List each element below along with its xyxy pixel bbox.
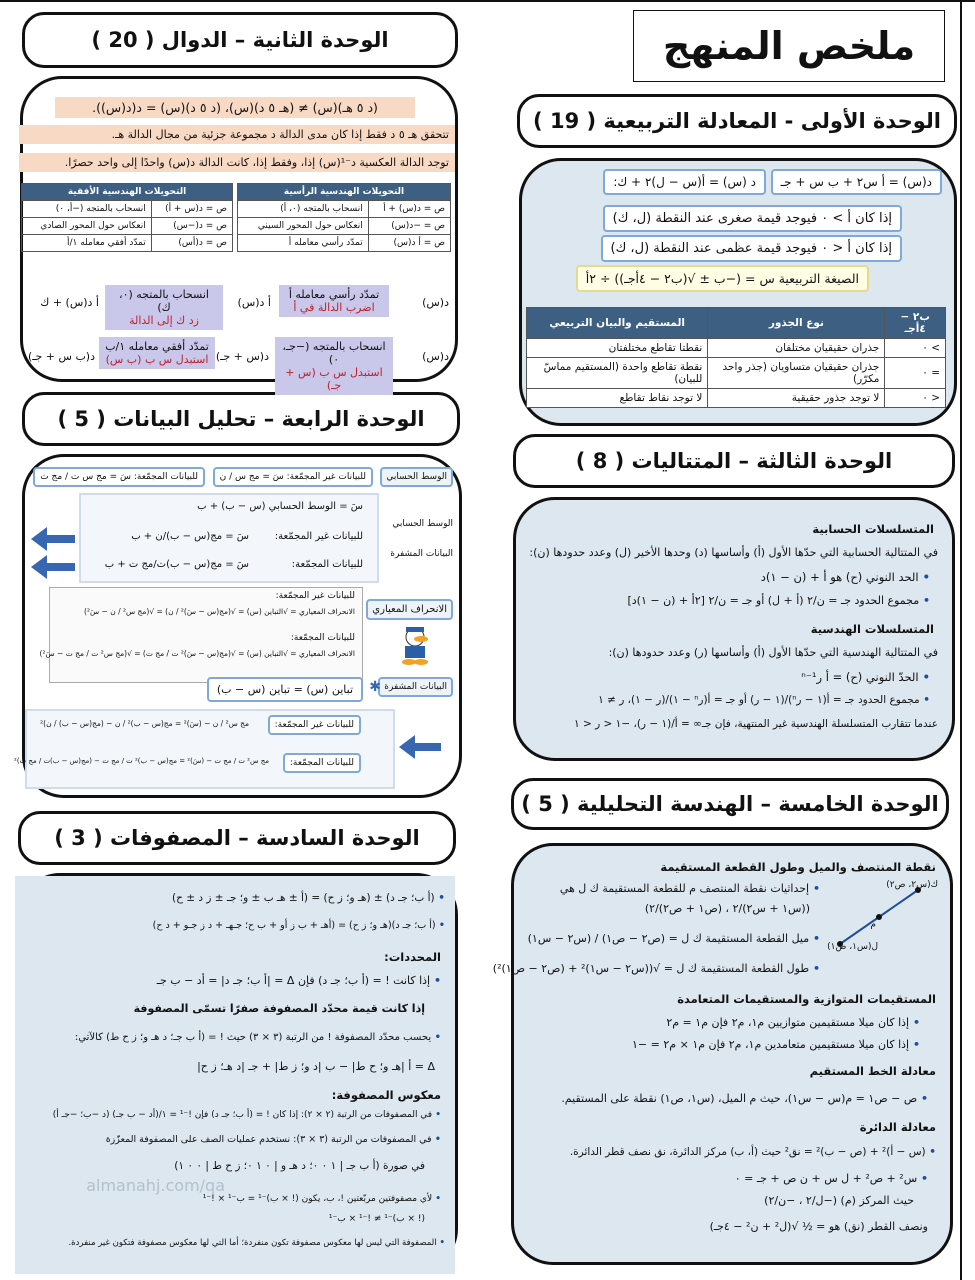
- singular-note: إذا كانت قيمة محدّد المصفوفة صفرًا تسمّى المصفوفة: [133, 1002, 425, 1015]
- table-header: ب٢ − ٤أجـ: [885, 308, 946, 339]
- quadratic-vertex-form: د (س) = أ(س − ل)٢ + ك:: [603, 169, 766, 195]
- unit6-title: الوحدة السادسة – المصفوفات ( 3 ): [18, 811, 456, 865]
- composition-domain-note: تتحقق هـ ٥ د فقط إذا كان مدى الدالة د مجموعة جزئية من مجال الدالة هـ.: [19, 125, 455, 144]
- chain1-mid: أ د(س): [237, 296, 271, 309]
- table-header: التحويلات الهندسية الأفقية: [22, 184, 233, 201]
- main-title: ملخص المنهج: [633, 10, 945, 82]
- determinants-heading: المحددات:: [384, 950, 441, 964]
- horizontal-transform-table: [21, 183, 233, 252]
- table-cell: جذران حقيقيان مختلفان: [708, 339, 885, 358]
- table-cell: ص = د(−س): [151, 218, 232, 235]
- unit2-panel: [20, 76, 458, 392]
- chain2-step1-sub: استبدل س ب (س + جـ): [285, 366, 383, 392]
- table-cell: تمدّد أفقي معامله ١/أ: [22, 235, 152, 252]
- mean-ungrouped: للبيانات غير المجمّعة: سَ = مج س / ن: [213, 467, 373, 487]
- var-grouped: مج س² ت / مج ت − (سَ)² = مج(س − ب)² ت / مج ت − (مج(س − ب)ت / مج ت)²: [14, 757, 269, 765]
- sd-ungrouped: الانحراف المعياري = √التباين (س) = √(مج(س − سَ)² / ن) = √(مج س² / ن − سَ²): [84, 607, 355, 616]
- unit5-title: الوحدة الخامسة – الهندسة التحليلية ( 5 ): [511, 778, 949, 830]
- sd-ungrouped-heading: للبيانات غير المجمّعة:: [275, 591, 355, 601]
- chain2-mid: د(س + جـ): [215, 350, 269, 363]
- chain1-step2-sub: زد ك إلى الدالة: [129, 314, 199, 327]
- chain2-end: د(ب س + جـ): [28, 350, 95, 363]
- coded-var: تباين (س) = تباين (س − ب): [207, 677, 363, 702]
- arrow-icon: [413, 743, 441, 751]
- unit1-panel: [519, 158, 957, 426]
- quadratic-max-rule: إذا كان أ < ٠ فيوجد قيمة عظمى عند النقطة (ل، ك): [601, 235, 902, 262]
- perpendicular-rule: • إذا كان ميلا مستقيمين متعامدين م١، م٢ فإن م١ × م٢ = −١: [632, 1038, 920, 1051]
- table-cell: ص = د(س + أ): [151, 201, 232, 218]
- table-row: [527, 358, 946, 389]
- table-header: المستقيم والبيان التربيعي: [527, 308, 708, 339]
- table-row: [22, 235, 233, 252]
- mean-grouped: للبيانات المجمّعة: سَ = مج س ت / مج ت: [33, 467, 205, 487]
- mean-label: الوسط الحسابي: [380, 467, 453, 487]
- inverse-property-2: (! × ب)⁻¹ ≠ !⁻¹ × ب⁻¹: [328, 1214, 425, 1224]
- table-cell: = ٠: [885, 358, 946, 389]
- parallel-rule: • إذا كان ميلا مستقيمين متوازيين م١، م٢ فإن م١ = م٢: [666, 1016, 920, 1029]
- point-k-label: ك(س٢، ص٢): [886, 880, 938, 890]
- coded-mean-label: الوسط الحسابي: [392, 519, 453, 529]
- midpoint-section-title: نقطة المنتصف والميل وطول القطعة المستقيمة: [660, 860, 936, 874]
- quadratic-formula: الصيغة التربيعية س = (−ب ± √(ب٢ − ٤أجـ)) ÷ ٢أ: [576, 265, 869, 292]
- table-header: التحويلات الهندسية الرأسية: [238, 184, 451, 201]
- geo-sum: • مجموع الحدود جـ = أ(١ − رⁿ)/(١ − ر) أو جـ = أ(رⁿ − ١)/(ر − ١)، ر ≠ ١: [598, 694, 930, 706]
- unit5-panel: [492, 843, 953, 1265]
- unit6-panel: [18, 873, 458, 1271]
- unit4-panel: [14, 454, 462, 798]
- matrix-add: • (أ ب؛ جـ د) ± (هـ و؛ ز ح) = (أ ± هـ ب ± و؛ جـ ± ز د ± ح): [172, 892, 445, 904]
- table-cell: نقطتا تقاطع مختلفتان: [527, 339, 708, 358]
- unit2-title: الوحدة الثانية – الدوال ( 20 ): [22, 12, 458, 68]
- geo-nth: • الحدّ النوني (ح) = أ رⁿ⁻¹: [801, 670, 930, 684]
- table-cell: نقطة تقاطع واحدة (المستقيم مماسّ للبيان): [527, 358, 708, 389]
- table-cell: انعكاس حول المحور السيني: [238, 218, 369, 235]
- table-cell: ص = أ د(س): [368, 235, 450, 252]
- coded-formula: سَ = الوسط الحسابي (س − ب) + ب: [197, 501, 363, 512]
- arith-nth: • الحد النوني (ح) هو أ + (ن − ١)د: [761, 570, 930, 584]
- quadratic-min-rule: إذا كان أ > ٠ فيوجد قيمة صغرى عند النقطة (ل، ك): [603, 205, 902, 232]
- chain2-step1: [275, 337, 393, 395]
- table-header: نوع الجذور: [708, 308, 885, 339]
- var-grouped-label: للبيانات المجمّعة:: [283, 753, 361, 773]
- mascot-icon: [397, 625, 433, 665]
- right-rule: [960, 0, 962, 1280]
- inverse-note: توجد الدالة العكسية د⁻¹(س) إذا، وفقط إذا، كانت الدالة د(س) واحدًا إلى واحد حصرًا.: [19, 153, 455, 172]
- chain1-step2: [105, 285, 223, 330]
- length-rule: • طول القطعة المستقيمة ك ل = √((س٢ − س١)² + (ص٢ − ص١)²): [493, 962, 820, 975]
- geo-infinite: عندما تتقارب المتسلسلة الهندسية غير المنتهية، فإن جـ∞ = أ/(١ − ر)، −١ < ر < ١: [574, 718, 938, 730]
- sd-grouped-heading: للبيانات المجمّعة:: [290, 633, 355, 643]
- geo-intro: في المتتالية الهندسية التي حدّها الأول (أ) وأساسها (ر) وعدد حدودها (ن):: [608, 646, 938, 659]
- det-2x2: • إذا كانت ! = (أ ب؛ جـ د) فإن Δ = |أ ب؛ جـ د| = أد − ب جـ: [157, 974, 441, 987]
- vertical-transform-table: [237, 183, 451, 252]
- chain1-end: أ د(س) + ك: [40, 296, 99, 309]
- table-row: [527, 389, 946, 408]
- discriminant-table: [526, 307, 946, 408]
- arith-sum: • مجموع الحدود جـ = ن/٢ (أ + ل) أو جـ = ن/٢ [٢أ + (ن − ١)د]: [627, 594, 930, 607]
- composition-rule: (د ٥ هـ)(س) ≠ (هـ ٥ د)(س)، (د ٥ د)(س) = د(د(س)).: [55, 97, 415, 118]
- unit1-title: الوحدة الأولى - المعادلة التربيعية ( 19 ): [517, 94, 957, 148]
- arith-intro: في المتتالية الحسابية التي حدّها الأول (أ) وأساسها (د) وحدها الأخير (ل) وعدد حدودها (ن):: [529, 546, 938, 559]
- table-cell: ص = −د(س): [368, 218, 450, 235]
- chain2-step2: [99, 337, 215, 369]
- det-3x3-intro: • يحسب محدّد المصفوفة ! من الرتبة (٣ × ٣) حيث ! = (أ ب جـ؛ د هـ و؛ ز ح ط) كالآتي:: [75, 1032, 441, 1043]
- table-cell: < ٠: [885, 389, 946, 408]
- quadratic-standard-form: د(س) = أ س٢ + ب س + جـ: [771, 169, 942, 195]
- circle-section-title: معادلة الدائرة: [859, 1120, 936, 1134]
- inverse-2x2: • في المصفوفات من الرتبة (٢ × ٢): إذا كان ! = (أ ب؛ جـ د) فإن !⁻¹ = ١/(أد − ب جـ) (د −ب؛ −جـ أ): [53, 1110, 441, 1120]
- chain2-step1-title: انسحاب بالمتجه (−جـ، ٠): [282, 340, 386, 366]
- table-cell: جذران حقيقيان متساويان (جذر واحد مكرّر): [708, 358, 885, 389]
- coded-grouped-label: للبيانات المجمّعة:: [291, 559, 363, 570]
- top-rule: [0, 0, 975, 2]
- var-ungrouped-label: للبيانات غير المجمّعة:: [268, 715, 361, 735]
- inverse-heading: معكوس المصفوفة:: [331, 1088, 441, 1102]
- coded-ungrouped: سَ = مج(س − ب)/ن + ب: [131, 531, 249, 542]
- midpoint-rule: • إحداثيات نقطة المنتصف م للقطعة المستقيمة ك ل هي: [560, 882, 820, 895]
- chain1-step2-title: انسحاب بالمتجه (٠، ك): [119, 288, 209, 314]
- unit3-panel: [513, 497, 955, 761]
- inverse-3x3: • في المصفوفات من الرتبة (٣ × ٣): نستخدم عمليات الصف على المصفوفة المعزّزة: [106, 1134, 441, 1145]
- table-row: [22, 218, 233, 235]
- table-cell: ص = د(أس): [151, 235, 232, 252]
- coded-grouped: سَ = مج(س − ب)ت/مج ت + ب: [104, 559, 249, 570]
- var-ungrouped: مج س² / ن − (سَ)² = مج(س − ب)² / ن − (مج(س − ب) / ن)²: [40, 719, 249, 728]
- table-cell: > ٠: [885, 339, 946, 358]
- inverse-property-1: • لأي مصفوفتين مربّعتين !، ب، يكون (! × ب)⁻¹ = ب⁻¹ × !⁻¹: [203, 1194, 441, 1204]
- table-row: [22, 201, 233, 218]
- table-row: [238, 201, 451, 218]
- table-cell: لا توجد نقاط تقاطع: [527, 389, 708, 408]
- circle-general: • س² + ص² + ل س + ن ص + جـ = ٠: [735, 1172, 928, 1185]
- singular-matrix-note: • المصفوفة التي ليس لها معكوس مصفوفة تكون منفردة؛ أما التي لها معكوس مصفوفة فتكون غير منفردة.: [68, 1238, 445, 1248]
- chain1-step1-title: تمدّد رأسي معامله أ: [288, 288, 380, 301]
- table-row: [238, 218, 451, 235]
- circle-center: حيث المركز (م) (−ل/٢ ، −ن/٢): [764, 1194, 914, 1207]
- arrow-icon: [45, 563, 75, 571]
- matrix-multiply: • (أ ب؛ جـ د)(هـ و؛ ز ح) = (أهـ + ب ز أو + ب ح؛ جـهـ + د ز جـو + د ح): [153, 920, 445, 931]
- coded-data-label: البيانات المشفرة: [390, 549, 453, 559]
- chain2-step2-title: تمدّد أفقي معامله ١/ب: [105, 340, 209, 353]
- table-cell: انسحاب بالمتجه (٠، أ): [238, 201, 369, 218]
- table-cell: انعكاس حول المحور الصادي: [22, 218, 152, 235]
- midpoint-value: ((س١ + س٢)/٢ ، (ص١ + ص٢)/٢): [644, 902, 810, 915]
- table-row: [527, 339, 946, 358]
- geo-title: المتسلسلات الهندسية: [810, 622, 934, 636]
- det-3x3: Δ = أ |هـ و؛ ح ط| − ب |د و؛ ز ط| + جـ |د هـ؛ ز ح|: [197, 1060, 435, 1073]
- chain2-step2-sub: استبدل س ب (ب س): [105, 353, 209, 366]
- table-cell: تمدّد رأسي معامله أ: [238, 235, 369, 252]
- chain1-start: د(س): [422, 296, 449, 309]
- coded-ungrouped-label: للبيانات غير المجمّعة:: [274, 531, 363, 542]
- slope-rule: • ميل القطعة المستقيمة ك ل = (ص٢ − ص١) / (س٢ − س١): [528, 932, 820, 945]
- arith-title: المتسلسلات الحسابية: [812, 522, 934, 536]
- star-icon: ✱: [369, 679, 381, 695]
- unit4-title: الوحدة الرابعة – تحليل البيانات ( 5 ): [22, 392, 460, 446]
- sd-grouped: الانحراف المعياري = √التباين (س) = √(مج(س − سَ)² ت / مج ت) = √(مج س² ت / مج ت − سَ²): [39, 649, 355, 658]
- point-m-label: م: [870, 920, 876, 930]
- table-row: [238, 235, 451, 252]
- point-l-label: ل(س١، ص١): [827, 942, 878, 952]
- circle-radius: ونصف القطر (نق) هو = ½ √(ل² + ن² − ٤جـ): [709, 1220, 928, 1233]
- arrow-icon: [45, 535, 75, 543]
- table-cell: لا توجد جذور حقيقية: [708, 389, 885, 408]
- table-cell: انسحاب بالمتجه (−أ، ٠): [22, 201, 152, 218]
- unit3-title: الوحدة الثالثة – المتتاليات ( 8 ): [513, 434, 955, 488]
- parallel-section-title: المستقيمات المتوازية والمستقيمات المتعامدة: [677, 992, 936, 1006]
- point-m: [876, 914, 882, 920]
- watermark: almanahj.com/qa: [86, 1176, 225, 1195]
- circle-standard: • (س − أ)² + (ص − ب)² = نق² حيث (أ، ب) مركز الدائرة، نق نصف قطر الدائرة.: [570, 1146, 936, 1158]
- coded-var-label: البيانات المشفرة: [378, 677, 453, 697]
- table-cell: ص = د(س) + أ: [368, 201, 450, 218]
- chain1-step1-sub: اضرب الدالة في أ: [293, 301, 375, 314]
- line-equation: • ص − ص١ = م(س − س١)، حيث م الميل، (س١، ص١) نقطة على المستقيم.: [561, 1092, 928, 1105]
- augmented-matrix: في صورة (أ ب جـ | ١ ٠ ٠؛ د هـ و | ٠ ١ ٠؛ ز ح ط | ٠ ٠ ١): [174, 1160, 425, 1172]
- sd-label: الانحراف المعياري: [366, 599, 453, 620]
- chain2-start: د(س): [422, 350, 449, 363]
- chain1-step1: [279, 285, 389, 317]
- line-eq-section-title: معادلة الخط المستقيم: [809, 1064, 936, 1078]
